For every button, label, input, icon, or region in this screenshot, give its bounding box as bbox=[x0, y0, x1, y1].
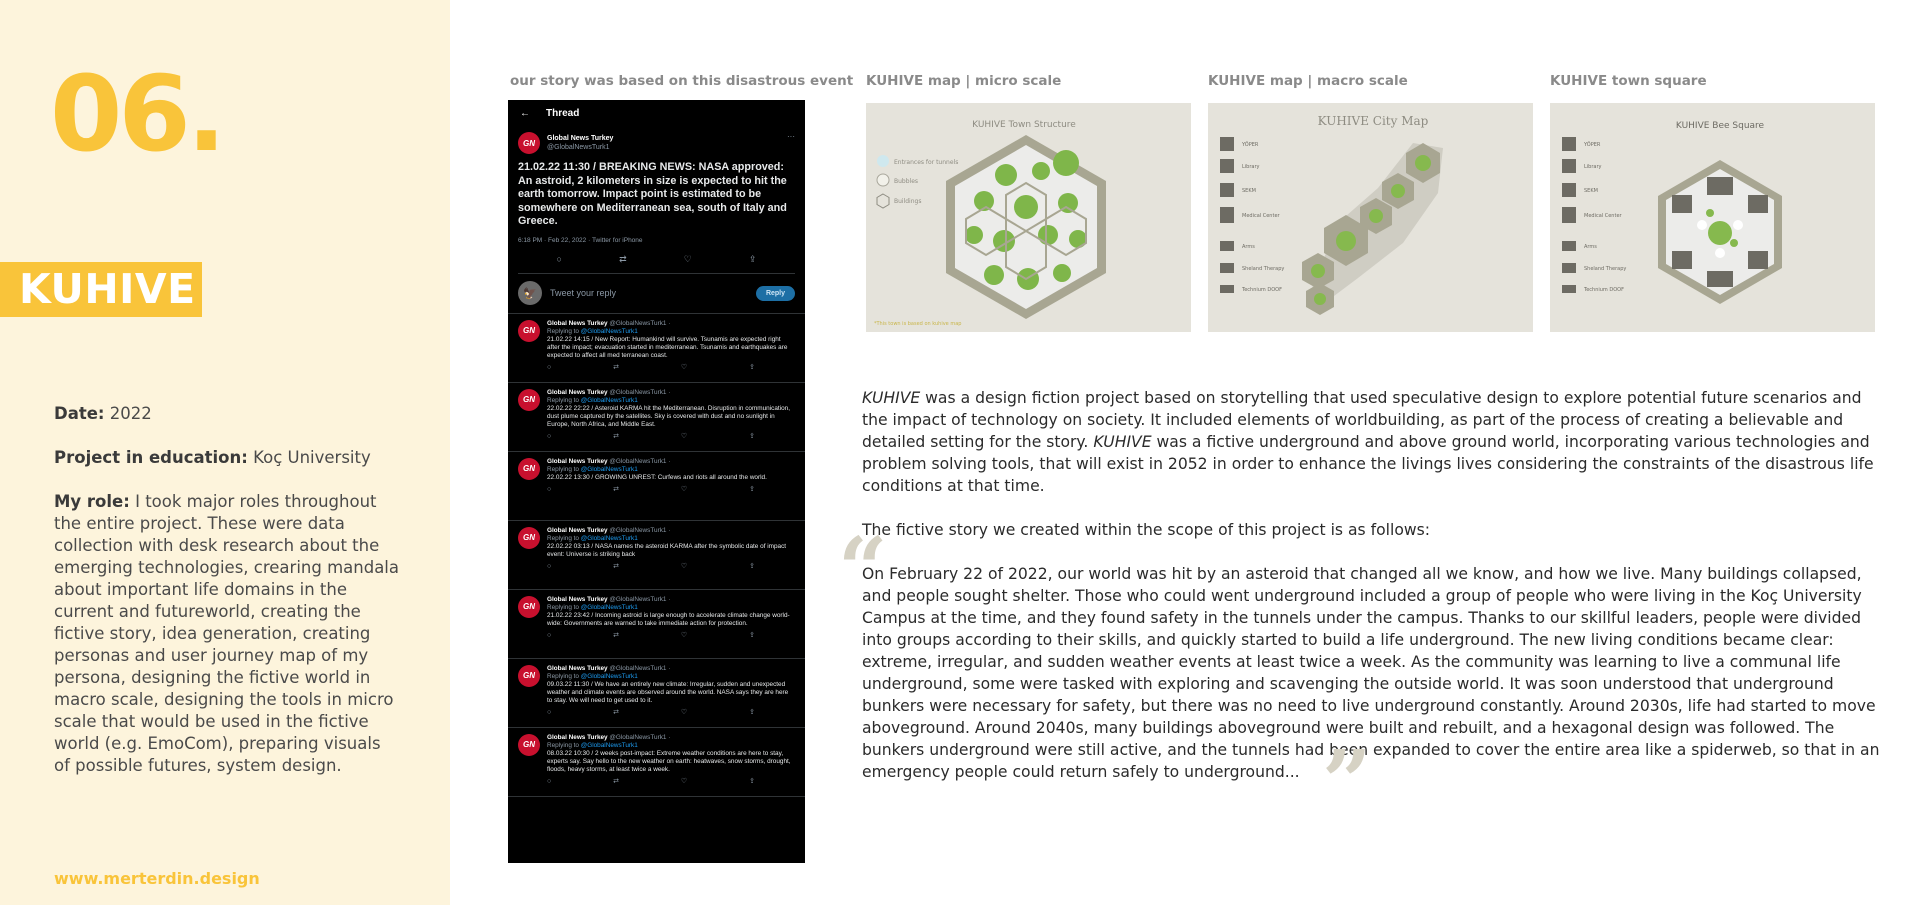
like-icon[interactable]: ♡ bbox=[680, 777, 688, 785]
avatar[interactable]: GN bbox=[518, 596, 540, 618]
macro-legend-icons bbox=[1220, 137, 1234, 293]
bubble-icon bbox=[877, 174, 889, 186]
reply-author bbox=[547, 458, 795, 466]
reply-text: 22.02.22 13:30 / GROWING UNREST: Curfews and riots all around the world. bbox=[547, 473, 767, 481]
reply-text: 21.02.22 23:42 / Incoming astroid is large enough to accelerate climate change world-wide: Governments are warned to take immediate action for protection. bbox=[547, 611, 790, 627]
reply-actions bbox=[547, 632, 795, 640]
reply-body bbox=[547, 596, 795, 654]
replying-to-label: Replying to bbox=[547, 672, 581, 680]
retweet-icon[interactable]: ⇄ bbox=[613, 432, 620, 440]
replying-to-label: Replying to bbox=[547, 465, 581, 473]
town-square-title: KUHIVE Bee Square bbox=[1675, 121, 1765, 131]
reply-handle: @GlobalNewsTurk1 · bbox=[609, 457, 671, 465]
reply-compose bbox=[508, 274, 805, 314]
replying-to bbox=[547, 466, 795, 474]
reply-account-name: Global News Turkey bbox=[547, 388, 608, 396]
replying-to bbox=[547, 604, 795, 612]
reply-author bbox=[547, 320, 795, 328]
like-icon[interactable]: ♡ bbox=[683, 253, 692, 264]
project-number: 06. bbox=[50, 53, 223, 175]
project-info bbox=[54, 403, 399, 799]
replying-to-label: Replying to bbox=[547, 396, 581, 404]
caption-micro-map: KUHIVE map | micro scale bbox=[866, 73, 1062, 89]
reply-handle: @GlobalNewsTurk1 · bbox=[609, 595, 671, 603]
left-panel bbox=[0, 0, 450, 905]
description-text-1a: was a design fiction project based on storytelling that used speculative design to explore potential future scenarios and the impact of technology on society. It included elements of worldbuilding, as part of the process of creating a believable and detailed setting for the story. bbox=[862, 389, 1862, 451]
replying-to-label: Replying to bbox=[547, 741, 581, 749]
comment-icon[interactable]: ○ bbox=[547, 631, 552, 639]
comment-icon[interactable]: ○ bbox=[547, 708, 552, 716]
reply-account-name: Global News Turkey bbox=[547, 664, 608, 672]
macro-legend-7: Technium DOOF bbox=[1242, 287, 1282, 293]
replying-to-handle[interactable]: @GlobalNewsTurk1 bbox=[580, 327, 638, 335]
reply-body bbox=[547, 527, 795, 585]
comment-icon[interactable]: ○ bbox=[556, 253, 562, 264]
reply-tweet[interactable] bbox=[508, 521, 805, 590]
back-arrow-icon[interactable]: ← bbox=[520, 107, 530, 119]
reply-body bbox=[547, 458, 795, 516]
kuhive-emphasis-1: KUHIVE bbox=[862, 389, 921, 407]
reply-tweet[interactable] bbox=[508, 452, 805, 521]
quote-open-icon: “ bbox=[838, 519, 888, 620]
share-icon[interactable]: ⇪ bbox=[749, 631, 755, 639]
reply-account-name: Global News Turkey bbox=[547, 595, 608, 603]
account-name: Global News Turkey bbox=[547, 135, 614, 142]
education-label: Project in education: bbox=[54, 448, 248, 467]
share-icon[interactable]: ⇪ bbox=[748, 253, 757, 264]
reply-handle: @GlobalNewsTurk1 · bbox=[609, 388, 671, 396]
reply-account-name: Global News Turkey bbox=[547, 733, 608, 741]
reply-tweet[interactable] bbox=[508, 314, 805, 383]
replying-to-label: Replying to bbox=[547, 534, 581, 542]
replying-to bbox=[547, 673, 795, 681]
website-link[interactable]: www.merterdin.design bbox=[54, 869, 260, 888]
replying-to-handle[interactable]: @GlobalNewsTurk1 bbox=[580, 465, 638, 473]
macro-legend-1: YÖPER bbox=[1242, 142, 1259, 148]
like-icon[interactable]: ♡ bbox=[680, 708, 688, 716]
reply-text: 08.03.22 10:30 / 2 weeks post-impact: Extreme weather conditions are here to stay, experts say. Say hello to the new weather on earth: heatwaves, snow storms, drought, floods, heavy storms, at least twice a week. bbox=[547, 749, 791, 773]
more-icon[interactable]: ··· bbox=[787, 132, 795, 141]
reply-actions bbox=[547, 486, 795, 494]
replying-to-label: Replying to bbox=[547, 327, 581, 335]
tweet-actions bbox=[518, 254, 795, 274]
replying-to-label: Replying to bbox=[547, 603, 581, 611]
reply-actions bbox=[547, 433, 795, 441]
reply-text: 22.02.22 22:22 / Asteroid KARMA hit the Mediterranean. Disruption in communication, dust plume captured by the satellites. Sky is covered with dust and no sunlight in Europe, North Africa, and Middle East. bbox=[547, 404, 790, 428]
reply-actions bbox=[547, 563, 795, 571]
user-avatar-icon: 🦅 bbox=[518, 281, 542, 305]
reply-tweet[interactable] bbox=[508, 590, 805, 659]
reply-text: 09.03.22 11:30 / We have an entirely new climate: Irregular, sudden and unexpected weather and climate events are observed around the world. NASA says they are here to stay. We will need to get used to it. bbox=[547, 680, 789, 704]
role-label: My role: bbox=[54, 492, 130, 511]
reply-tweet[interactable] bbox=[508, 659, 805, 728]
thread-title: Thread bbox=[546, 107, 580, 119]
macro-legend-5: Arms bbox=[1242, 244, 1255, 250]
description-text-1b: was a fictive underground and above ground world, incorporating various technologies and problem solving tools, that will exist in 2052 in order to enhance the livings lives considering the constraints of the disastrous life conditions at that time. bbox=[862, 433, 1874, 495]
reply-handle: @GlobalNewsTurk1 · bbox=[609, 733, 671, 741]
role-value: I took major roles throughout the entire project. These were data collection with desk research about the emerging technologies, crearing mandala about important life domains in the current and futureworld, creating the fictive story, idea generation, creating personas and user journey map of my persona, designing the fictive world in macro scale, designing the tools in micro scale that would be used in the fictive world (e.g. EmoCom), preparing visuals of possible futures, system design. bbox=[54, 492, 400, 775]
replying-to bbox=[547, 397, 795, 405]
caption-town-square: KUHIVE town square bbox=[1550, 73, 1707, 89]
reply-author bbox=[547, 734, 795, 742]
micro-map-image bbox=[866, 103, 1191, 332]
main-tweet-text: 21.02.22 11:30 / BREAKING NEWS: NASA approved: An astroid, 2 kilometers in size is expected to hit the earth tomorrow. Impact point is estimated to be somewhere on Mediterranean sea, south of Italy and Greece. bbox=[518, 161, 787, 228]
comment-icon[interactable]: ○ bbox=[547, 562, 552, 570]
caption-thread: our story was based on this disastrous event bbox=[510, 73, 854, 89]
avatar[interactable]: GN bbox=[518, 132, 540, 154]
micro-map-note: *This town is based on kuhive map bbox=[874, 321, 962, 327]
retweet-icon[interactable]: ⇄ bbox=[613, 363, 620, 371]
reply-body bbox=[547, 389, 795, 447]
micro-legend-1: Entrances for tunnels bbox=[894, 159, 959, 166]
retweet-icon[interactable]: ⇄ bbox=[613, 631, 620, 639]
reply-author bbox=[547, 665, 795, 673]
reply-input[interactable]: Tweet your reply bbox=[550, 288, 617, 299]
date-label: Date: bbox=[54, 404, 105, 423]
author-names bbox=[547, 134, 613, 152]
project-title: KUHIVE bbox=[19, 265, 196, 313]
story-paragraph: On February 22 of 2022, our world was hit by an asteroid that changed all we know, and how we live. Many buildings collapsed, and people sought shelter. Those who could went underground included a group of people who were living in the Koç University Campus at the time, and they found safety in the tunnels under the campus. Thanks to our skillful leaders, people were divided into groups according to their skills, and quickly started to build a life underground. The new living conditions became clear: extreme, irregular, and sudden weather events at least twice a week. As the community was learning to live a communal life underground, some were tasked with exploring and scavenging the outside world. It was soon understood that underground bunkers were necessary for safety, but there was no need to live underground constantly. Around 2030s, life had started to move aboveground. Around 2040s, many buildings aboveground were built and rebuilt, and a hexagonal design was followed. The bunkers underground were still active, and the tunnels had been expanded to cover the entire area like a spiderweb, so that in an emergency people could return safely to underground... bbox=[862, 565, 1880, 781]
square-legend-7: Technium DOOF bbox=[1584, 287, 1624, 293]
share-icon[interactable]: ⇪ bbox=[749, 485, 755, 493]
thread-header bbox=[508, 100, 805, 126]
town-square-graphic bbox=[1550, 103, 1875, 332]
description-paragraph-2: The fictive story we created within the scope of this project is as follows: bbox=[862, 521, 1430, 539]
square-legend-3: SEKM bbox=[1584, 188, 1598, 194]
retweet-icon[interactable]: ⇄ bbox=[613, 485, 620, 493]
comment-icon[interactable]: ○ bbox=[547, 485, 552, 493]
reply-tweet[interactable] bbox=[508, 728, 805, 797]
avatar[interactable]: GN bbox=[518, 320, 540, 342]
share-icon[interactable]: ⇪ bbox=[749, 562, 755, 570]
tunnel-entrance-icon bbox=[877, 155, 889, 167]
role-line bbox=[54, 491, 399, 777]
avatar[interactable]: GN bbox=[518, 734, 540, 756]
date-line bbox=[54, 403, 399, 425]
account-handle: @GlobalNewsTurk1 bbox=[547, 144, 610, 151]
micro-legend-3: Buildings bbox=[894, 198, 922, 205]
replying-to-handle[interactable]: @GlobalNewsTurk1 bbox=[580, 603, 638, 611]
reply-handle: @GlobalNewsTurk1 · bbox=[609, 319, 671, 327]
caption-macro-map: KUHIVE map | macro scale bbox=[1208, 73, 1408, 89]
replying-to bbox=[547, 328, 795, 336]
reply-author bbox=[547, 389, 795, 397]
kuhive-emphasis-2: KUHIVE bbox=[1093, 433, 1152, 451]
replying-to bbox=[547, 535, 795, 543]
reply-account-name: Global News Turkey bbox=[547, 457, 608, 465]
tweet-meta: 6:18 PM · Feb 22, 2022 · Twitter for iPhone bbox=[518, 236, 643, 244]
retweet-icon[interactable]: ⇄ bbox=[613, 562, 620, 570]
micro-map-graphic bbox=[866, 103, 1191, 332]
micro-legend-2: Bubbles bbox=[894, 178, 919, 185]
comment-icon[interactable]: ○ bbox=[547, 363, 552, 371]
reply-actions bbox=[547, 709, 795, 717]
like-icon[interactable]: ♡ bbox=[680, 631, 688, 639]
macro-legend-6: Sheland Therapy bbox=[1242, 266, 1285, 272]
building-icon bbox=[877, 194, 889, 208]
retweet-icon[interactable]: ⇄ bbox=[613, 777, 620, 785]
replying-to-handle[interactable]: @GlobalNewsTurk1 bbox=[580, 534, 638, 542]
square-legend-4: Medical Center bbox=[1584, 213, 1622, 219]
reply-tweet[interactable] bbox=[508, 383, 805, 452]
reply-text: 21.02.22 14:15 / New Report: Humankind will survive. Tsunamis are expected right after the impact; evacuation started in mediterranean. Tsunamis and earthquakes are expected to affect all med terranean coast. bbox=[547, 335, 788, 359]
reply-body bbox=[547, 734, 795, 792]
comment-icon[interactable]: ○ bbox=[547, 777, 552, 785]
reply-actions bbox=[547, 778, 795, 786]
education-line bbox=[54, 447, 399, 469]
reply-author bbox=[547, 596, 795, 604]
avatar[interactable]: GN bbox=[518, 665, 540, 687]
quote-close-icon: ” bbox=[1322, 732, 1372, 833]
reply-button[interactable]: Reply bbox=[756, 286, 795, 301]
replying-to-handle[interactable]: @GlobalNewsTurk1 bbox=[580, 396, 638, 404]
like-icon[interactable]: ♡ bbox=[680, 432, 688, 440]
replying-to-handle[interactable]: @GlobalNewsTurk1 bbox=[580, 741, 638, 749]
macro-map-graphic bbox=[1208, 103, 1533, 332]
macro-legend-3: SEKM bbox=[1242, 188, 1256, 194]
main-tweet bbox=[508, 126, 805, 274]
like-icon[interactable]: ♡ bbox=[680, 562, 688, 570]
avatar[interactable]: GN bbox=[518, 458, 540, 480]
project-description bbox=[862, 387, 1884, 805]
education-value: Koç University bbox=[247, 448, 371, 467]
reply-body bbox=[547, 665, 795, 723]
town-square-image bbox=[1550, 103, 1875, 332]
avatar[interactable]: GN bbox=[518, 389, 540, 411]
date-value: 2022 bbox=[104, 404, 152, 423]
square-legend-1: YÖPER bbox=[1584, 142, 1601, 148]
reply-actions bbox=[547, 364, 795, 372]
reply-author bbox=[547, 527, 795, 535]
macro-legend-2: Library bbox=[1242, 164, 1260, 170]
like-icon[interactable]: ♡ bbox=[680, 363, 688, 371]
reply-handle: @GlobalNewsTurk1 · bbox=[609, 664, 671, 672]
like-icon[interactable]: ♡ bbox=[680, 485, 688, 493]
share-icon[interactable]: ⇪ bbox=[749, 363, 755, 371]
square-legend-2: Library bbox=[1584, 164, 1602, 170]
share-icon[interactable]: ⇪ bbox=[749, 708, 755, 716]
reply-account-name: Global News Turkey bbox=[547, 526, 608, 534]
retweet-icon[interactable]: ⇄ bbox=[619, 253, 627, 264]
reply-account-name: Global News Turkey bbox=[547, 319, 608, 327]
avatar[interactable]: GN bbox=[518, 527, 540, 549]
tweet-author bbox=[518, 132, 795, 154]
reply-body bbox=[547, 320, 795, 378]
replying-to-handle[interactable]: @GlobalNewsTurk1 bbox=[580, 672, 638, 680]
square-legend-icons bbox=[1562, 137, 1576, 293]
macro-legend-4: Medical Center bbox=[1242, 213, 1280, 219]
reply-handle: @GlobalNewsTurk1 · bbox=[609, 526, 671, 534]
twitter-thread-screenshot bbox=[508, 100, 805, 863]
share-icon[interactable]: ⇪ bbox=[749, 432, 755, 440]
square-legend-5: Arms bbox=[1584, 244, 1597, 250]
retweet-icon[interactable]: ⇄ bbox=[613, 708, 620, 716]
description-paragraph-1 bbox=[862, 387, 1884, 497]
micro-map-title: KUHIVE Town Structure bbox=[972, 120, 1076, 130]
macro-map-image bbox=[1208, 103, 1533, 332]
reply-text: 22.02.22 03:13 / NASA names the asteroid KARMA after the symbolic date of impact event: Universe is striking back bbox=[547, 542, 787, 558]
share-icon[interactable]: ⇪ bbox=[749, 777, 755, 785]
comment-icon[interactable]: ○ bbox=[547, 432, 552, 440]
square-legend-6: Sheland Therapy bbox=[1584, 266, 1627, 272]
reply-list bbox=[508, 314, 805, 797]
replying-to bbox=[547, 742, 795, 750]
macro-map-title: KUHIVE City Map bbox=[1317, 114, 1429, 128]
